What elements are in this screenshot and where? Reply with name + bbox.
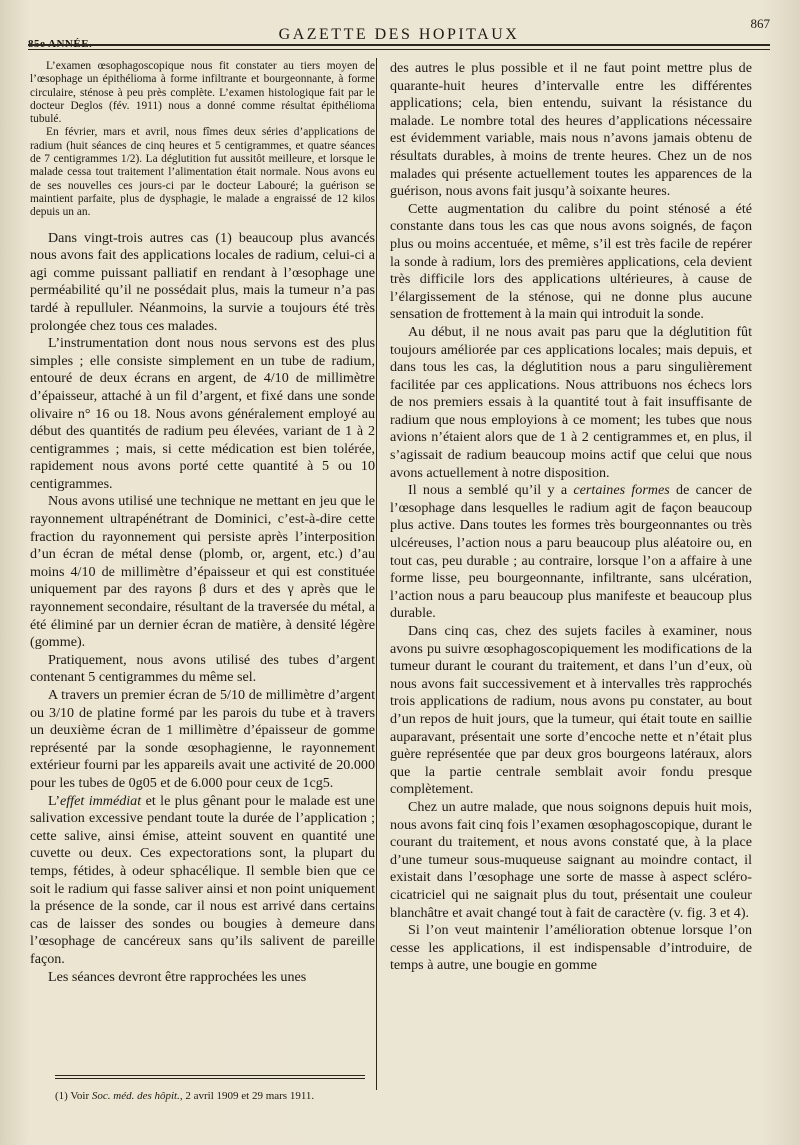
paragraph: Nous avons utilisé une technique ne mettant en jeu que le rayonnement ultrapénétrant de Dominici, c’est-à-dire cette fraction du rayonnement qui persiste après l’interposition d’un écran de métal dense (plomb, or, argent, etc.) d’au moins 4/10 de millimètre d’épaisseur et qui est constituée uniquement par des rayons β durs et des γ après que le rayonnement secondaire, résultant de la traversée du métal, a été éliminé par un dernier écran de matière, à densité légère (gomme). [30, 493, 375, 651]
text-run: Il nous a semblé qu’il y a [408, 482, 574, 499]
paragraph: L’examen œsophagoscopique nous fit constater au tiers moyen de l’œsophage un épithélioma à forme infiltrante et bourgeonnante, à forme circulaire, sténose à peu près complète. L’examen histologique fait par le docteur Deglos (fév. 1911) nous a donné comme résultat épithélioma tubulé. [30, 60, 375, 126]
paragraph: Les séances devront être rapprochées les unes [48, 968, 307, 985]
footnote-source: Soc. méd. des hôpit. [91, 1090, 180, 1102]
italic-term: certaines formes [573, 482, 670, 499]
right-column [390, 60, 752, 975]
footnote-rule-secondary [55, 1078, 365, 1079]
paragraph: En février, mars et avril, nous fîmes deux séries d’applications de radium (huit séances de cinq heures et 5 centigrammes, et quatre séances de 7 centigrammes 1/2). La déglutition fut aussitôt meilleure, et lorsque le malade cessa tout traitement l’alimentation était normale. Nous avons eu de ses nouvelles ces jours-ci par le docteur Labouré; la guérison se maintient parfaite, plus de dysphagie, le malade a engraissé de 12 kilos depuis un an. [30, 126, 375, 219]
paragraph: Dans vingt-trois autres cas (1) beaucoup plus avancés nous avons fait des applications locales de radium, celui-ci a agi comme puissant palliatif en rendant à l’œsophage une perméabilité qu’il ne possédait plus, mais la tumeur n’a pas tardé à repulluler. Néanmoins, la survie a toujours été très prolongée chez tous ces malades. [30, 229, 375, 334]
year-label: 85e ANNÉE. [28, 38, 93, 50]
header-rule-secondary [28, 49, 770, 50]
paragraph: des autres le plus possible et il ne faut point mettre plus de quarante-huit heures d’intervalle entre les différentes applications; cela, bien entendu, suivant la résistance du malade. Le nombre total des heures d’applications nécessaire est évidemment variable, mais nous n’avons jamais obtenu de résultats durables, à moins de trente heures. Chez un de nos malades qui présente actuellement toutes les apparences de la guérison, nous avons fait jusqu’à soixante heures. [390, 60, 752, 200]
text-run: (1) Voir [55, 1090, 92, 1102]
left-column [30, 60, 375, 986]
column-divider [376, 58, 377, 1090]
paragraph: Si l’on veut maintenir l’amélioration obtenue lorsque l’on cesse les applications, il est indispensable d’introduire, de temps à autre, une bougie en gomme [390, 922, 752, 974]
paragraph: Chez un autre malade, que nous soignons depuis huit mois, nous avons fait cinq fois l’examen œsophagoscopique, durant le courant du traitement, et nous avons constaté que, à la place d’une tumeur sous-muqueuse saignant au moindre contact, il existait dans l’œsophage une sorte de masse à aspect scléro-cicatriciel qui ne saignait plus du tout, présentait une couleur blanchâtre et avait changé tout à fait de caractère (v. fig. 3 et 4). [390, 798, 752, 921]
text-run: , 2 avril 1909 et 29 mars 1911. [179, 1090, 315, 1102]
footnote [55, 1090, 375, 1102]
case-report-small-print [30, 60, 375, 220]
text-run: de cancer de l’œsophage dans lesquelles le radium agit de façon beaucoup plus active. Dans toutes les formes très bourgeonnantes ou très ulcéreuses, l’action nous a paru beaucoup plus aléatoire ou, en tout cas, peu durable ; au contraire, lorsque l’on a affaire à une forme lisse, peu bourgeonnante, infiltrante, sans ulcération, l’action nous a paru beaucoup plus manifeste et beaucoup plus durable. [390, 482, 752, 622]
article-body-left [30, 230, 375, 987]
paragraph: Au début, il ne nous avait pas paru que la déglutition fût toujours améliorée par ces applications locales; mais depuis, et dans tous les cas, la déglutition nous a paru singulièrement facilitée par ces applications. Nous attribuons nos échecs lors de nos premiers essais à la quantité tout à fait insuffisante de radium que nous employions à ce moment; les tubes que nous avions n’étaient alors que de 1 à 2 centigrammes et, en plus, il s’agissait de radium beaucoup moins actif que celui que nous avons actuellement à notre disposition. [390, 323, 752, 481]
paragraph: Pratiquement, nous avons utilisé des tubes d’argent contenant 5 centigrammes du même sel. [30, 651, 375, 686]
page-number: 867 [750, 16, 770, 31]
journal-title: GAZETTE DES HOPITAUX [278, 26, 520, 43]
page-header [28, 8, 770, 54]
paragraph-effet-immediat [30, 793, 375, 969]
text-run: et le plus gênant pour le malade est une salivation excessive pendant toute la durée de l’application ; cette salive, ainsi émise, atteint souvent en quantité une cuvette ou deux. Ces expectorations sont, la plupart du temps, fétides, à odeur sphacélique. Il semble bien que ce soit le radium qui fasse saliver ainsi et non point uniquement la présence de la sonde, car il nous est arrivé dans certains cas de laisser des sondes ou bougies à demeure dans l’œsophage de cancéreux sans qu’ils salivent de pareille façon. [30, 792, 376, 967]
footnote-rule [55, 1075, 365, 1076]
paragraph: Dans cinq cas, chez des sujets faciles à examiner, nous avons pu suivre œsophagoscopiquement les modifications de la tumeur durant le courant du traitement, et dans l’un d’eux, où nous avons fait successivement et à intervalles très rapprochés trois applications de radium, nous avons pu constater, au bout d’un repos de huit jours, que la tumeur, qui était toute en saillie auparavant, présentait une sorte d’encoche nette et n’était plus guère représentée que par deux gros bourgeons latéraux, alors que la partie centrale semblait avoir fondu presque complètement. [390, 623, 752, 798]
paragraph: A travers un premier écran de 5/10 de millimètre d’argent ou 3/10 de platine formé par les parois du tube et à travers un deuxième écran de 1 millimètre d’épaisseur de gomme représenté par la sonde œsophagienne, le rayonnement extérieur fourni par les appareils avait une activité de 20.000 pour les tubes de 0g05 et de 6.000 pour ceux de 1cg5. [30, 687, 375, 791]
paragraph: Cette augmentation du calibre du point sténosé a été constante dans tous les cas que nous avons soignés, de façon plus ou moins accentuée, et même, s’il est très facile de repérer la sonde à radium, lors des premières applications, cela devient très difficile lors des applications ultérieures, à cause de l’élargissement de la sténose, qui ne donne plus aucune sensation de frottement à la main qui introduit la sonde. [390, 200, 752, 323]
italic-term: effet immédiat [60, 792, 142, 809]
paragraph-certaines-formes [390, 482, 752, 623]
paragraph: L’instrumentation dont nous nous servons est des plus simples ; elle consiste simplement en un tube de radium, entouré de deux écrans en argent, de 4/10 de millimètre d’épaisseur, attaché à un fil d’argent, et fixé dans une sonde olivaire n° 16 ou 18. Nous avons généralement employé au début des quantités de radium peu élevées, variant de 1 à 2 centigrammes ; mais, si cette médication est bien tolérée, rapidement nous avons porté cette quantité à 5 ou 10 centigrammes. [30, 335, 375, 492]
header-rule [28, 44, 770, 46]
text-run: L’ [48, 792, 61, 809]
